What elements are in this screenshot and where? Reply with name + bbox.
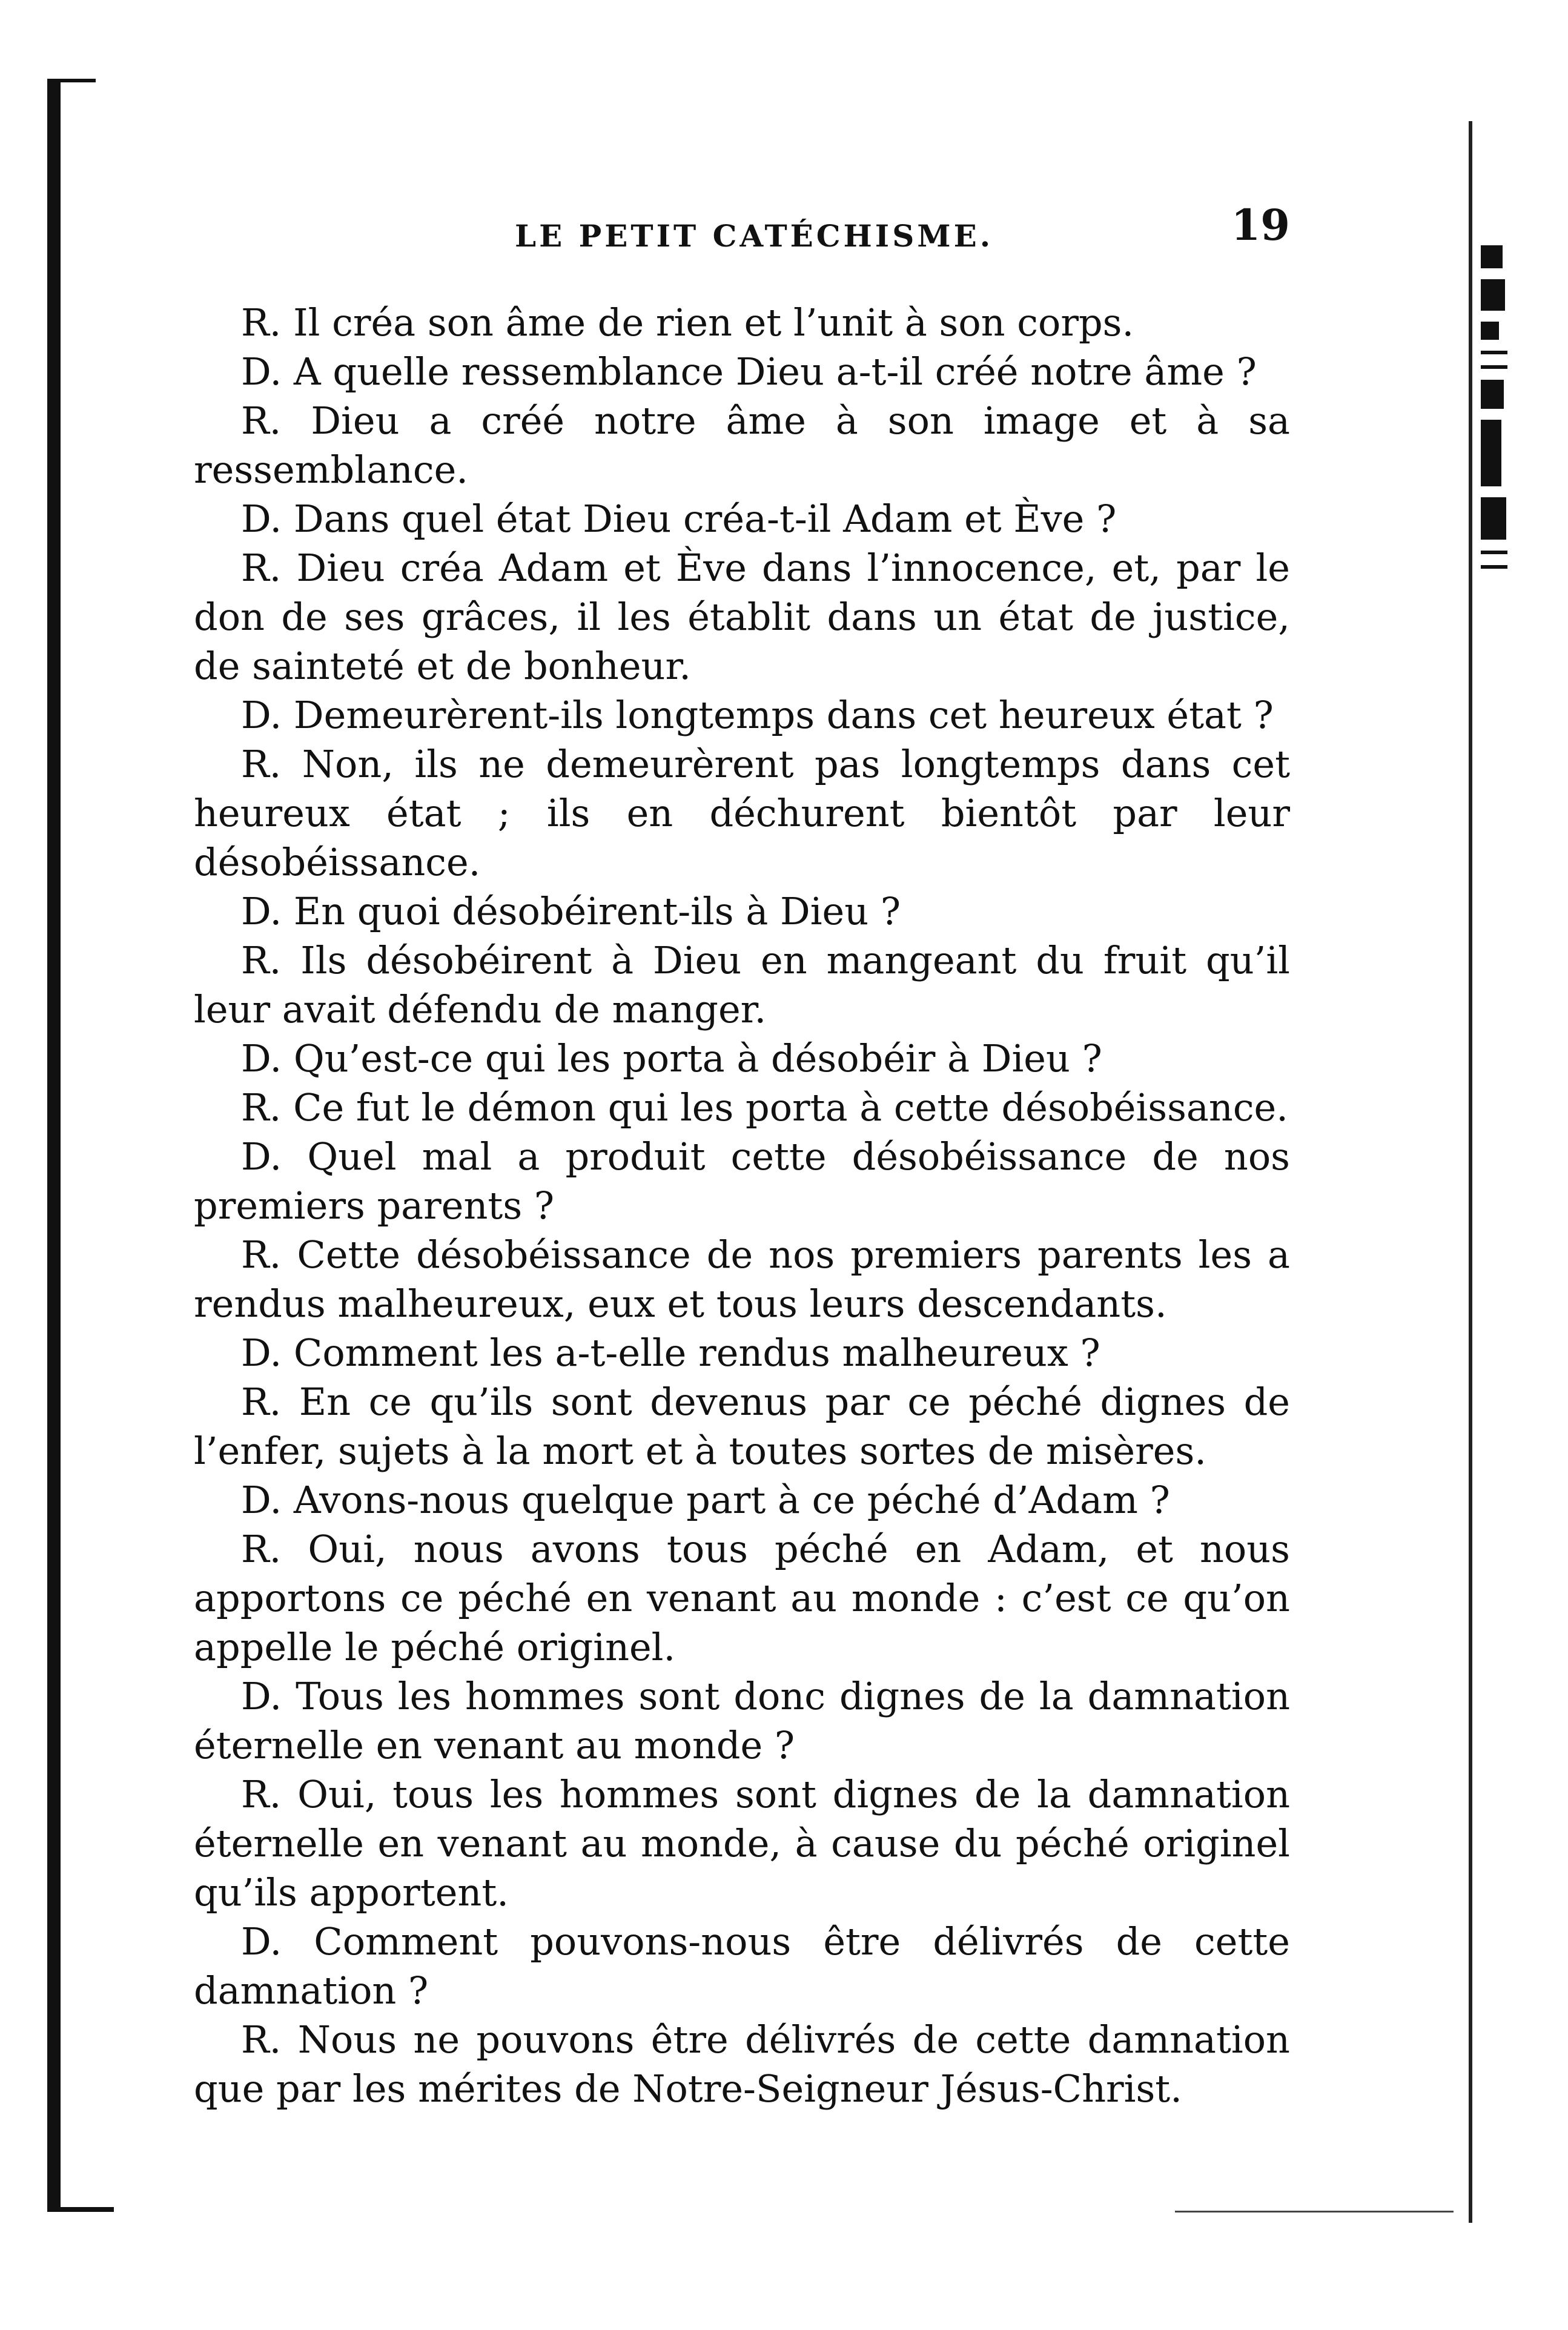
page-header [194, 200, 1290, 260]
paragraph: D. Dans quel état Dieu créa-t-il Adam et Ève ? [241, 497, 1117, 541]
paragraph: D. Demeurèrent-ils longtemps dans cet heureux état ? [241, 693, 1274, 737]
page-number: 19 [1231, 200, 1290, 250]
catechism-text [194, 298, 1290, 2113]
running-title: LE PETIT CATÉCHISME. [515, 218, 994, 254]
left-binding-corner-top [47, 79, 96, 82]
right-edge-shadow [1469, 121, 1472, 2223]
paragraph: D. Avons-nous quelque part à ce péché d’Adam ? [241, 1478, 1170, 1522]
paragraph: D. Qu’est-ce qui les porta à désobéir à Dieu ? [241, 1036, 1102, 1081]
paragraph: R. Ce fut le démon qui les porta à cette désobéissance. [241, 1085, 1288, 1130]
left-binding-corner-bottom [47, 2207, 114, 2212]
paragraph: D. En quoi désobéirent-ils à Dieu ? [241, 889, 901, 933]
paragraph: D. Comment pouvons-nous être délivrés de cette damnation ? [194, 1919, 1290, 2013]
paragraph: R. Non, ils ne demeurèrent pas longtemps dans cet heureux état ; ils en déchurent bientôt par leur désobéissance. [194, 742, 1290, 884]
paragraph: D. A quelle ressemblance Dieu a-t-il créé notre âme ? [241, 349, 1257, 394]
paragraph: R. Cette désobéissance de nos premiers parents les a rendus malheureux, eux et tous leurs descendants. [194, 1233, 1290, 1326]
paragraph: R. En ce qu’ils sont devenus par ce péché dignes de l’enfer, sujets à la mort et à toutes sortes de misères. [194, 1380, 1290, 1473]
paragraph: R. Il créa son âme de rien et l’unit à son corps. [241, 300, 1134, 345]
paragraph: R. Dieu créa Adam et Ève dans l’innocence, et, par le don de ses grâces, il les établit dans un état de justice, de sainteté et de bonheur. [194, 546, 1290, 688]
paragraph: R. Nous ne pouvons être délivrés de cette damnation que par les mérites de Notre-Seigneur Jésus-Christ. [194, 2017, 1290, 2111]
paragraph: R. Ils désobéirent à Dieu en mangeant du fruit qu’il leur avait défendu de manger. [194, 938, 1290, 1031]
left-binding-shadow [47, 79, 61, 2211]
bottom-scan-line [1175, 2211, 1454, 2213]
paragraph: D. Tous les hommes sont donc dignes de la damnation éternelle en venant au monde ? [194, 1674, 1290, 1767]
paragraph: R. Oui, nous avons tous péché en Adam, et nous apportons ce péché en venant au monde : c’est ce qu’on appelle le péché originel. [194, 1527, 1290, 1669]
paragraph: D. Quel mal a produit cette désobéissance de nos premiers parents ? [194, 1134, 1290, 1228]
paragraph: D. Comment les a-t-elle rendus malheureux ? [241, 1331, 1100, 1375]
paragraph: R. Dieu a créé notre âme à son image et à sa ressemblance. [194, 399, 1290, 492]
right-edge-marks [1481, 245, 1517, 730]
paragraph: R. Oui, tous les hommes sont dignes de la damnation éternelle en venant au monde, à cause du péché originel qu’ils apportent. [194, 1772, 1290, 1915]
